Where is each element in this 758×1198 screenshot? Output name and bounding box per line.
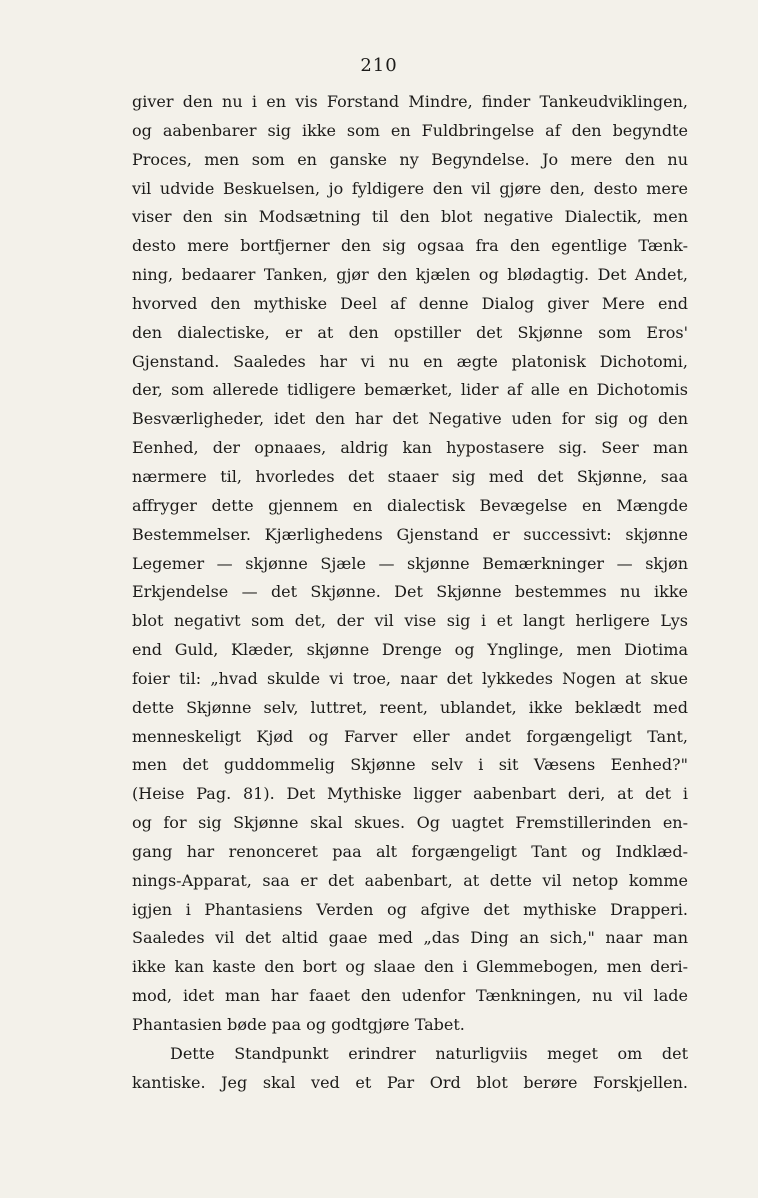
text-line: Saaledes vil det altid gaae med „das Ding an sich," naar man: [132, 928, 688, 948]
text-line: giver den nu i en vis Forstand Mindre, finder Tankeudviklingen,: [132, 92, 688, 111]
text-line: end Guld, Klæder, skjønne Drenge og Ynglinge, men Diotima: [132, 640, 688, 660]
text-line: Eenhed, der opnaaes, aldrig kan hypostasere sig. Seer man: [132, 438, 688, 458]
text-line: men det guddommelig Skjønne selv i sit Væsens Eenhed?": [132, 755, 688, 775]
text-line: desto mere bortfjerner den sig ogsaa fra den egentlige Tænk-: [132, 236, 688, 256]
text-line: foier til: „hvad skulde vi troe, naar det lykkedes Nogen at skue: [132, 668, 688, 688]
text-line: affryger dette gjennem en dialectisk Bevægelse en Mængde: [132, 495, 688, 515]
text-line: ikke kan kaste den bort og slaae den i Glemmebogen, men deri-: [132, 957, 688, 977]
text-line: Erkjendelse — det Skjønne. Det Skjønne bestemmes nu ikke: [132, 582, 688, 602]
text-line: kantiske. Jeg skal ved et Par Ord blot berøre Forskjellen.: [132, 1072, 688, 1092]
text-line: (Heise Pag. 81). Det Mythiske ligger aabenbart deri, at det i: [132, 784, 688, 804]
text-line: nærmere til, hvorledes det staaer sig med det Skjønne, saa: [132, 466, 688, 486]
text-line: blot negativt som det, der vil vise sig i et langt herligere Lys: [132, 611, 688, 631]
text-line: hvorved den mythiske Deel af denne Dialog giver Mere end: [132, 293, 688, 313]
text-line: igjen i Phantasiens Verden og afgive det mythiske Drapperi.: [132, 899, 688, 919]
page-number: 210: [360, 55, 398, 76]
text-line: den dialectiske, er at den opstiller det Skjønne som Eros': [132, 322, 688, 342]
text-line: menneskeligt Kjød og Farver eller andet forgængeligt Tant,: [132, 726, 688, 746]
text-line: dette Skjønne selv, luttret, reent, ublandet, ikke beklædt med: [132, 697, 688, 717]
text-line: Proces, men som en ganske ny Begyndelse. Jo mere den nu: [132, 149, 688, 169]
paragraph-end-line: Phantasien bøde paa og godtgjøre Tabet.: [132, 1015, 465, 1034]
text-line: mod, idet man har faaet den udenfor Tænkningen, nu vil lade: [132, 986, 688, 1006]
text-line: nings-Apparat, saa er det aabenbart, at dette vil netop komme: [132, 870, 688, 890]
text-line: Gjenstand. Saaledes har vi nu en ægte platonisk Dichotomi,: [132, 351, 688, 371]
text-line: og for sig Skjønne skal skues. Og uagtet Fremstillerinden en-: [132, 813, 688, 833]
text-line: Besværligheder, idet den har det Negative uden for sig og den: [132, 409, 688, 429]
text-line: vil udvide Beskuelsen, jo fyldigere den vil gjøre den, desto mere: [132, 178, 688, 198]
text-line: der, som allerede tidligere bemærket, lider af alle en Dichotomis: [132, 380, 688, 400]
text-line: og aabenbarer sig ikke som en Fuldbringelse af den begyndte: [132, 120, 688, 140]
text-line: Legemer — skjønne Sjæle — skjønne Bemærkninger — skjøn: [132, 553, 688, 573]
body-text: [132, 88, 688, 1098]
text-line: viser den sin Modsætning til den blot negative Dialectik, men: [132, 207, 688, 227]
text-line: ning, bedaarer Tanken, gjør den kjælen og blødagtig. Det Andet,: [132, 265, 688, 285]
text-line: gang har renonceret paa alt forgængeligt Tant og Indklæd-: [132, 841, 688, 861]
paragraph-start-line: Dette Standpunkt erindrer naturligviis meget om det: [170, 1043, 688, 1063]
text-line: Bestemmelser. Kjærlighedens Gjenstand er successivt: skjønne: [132, 524, 688, 544]
